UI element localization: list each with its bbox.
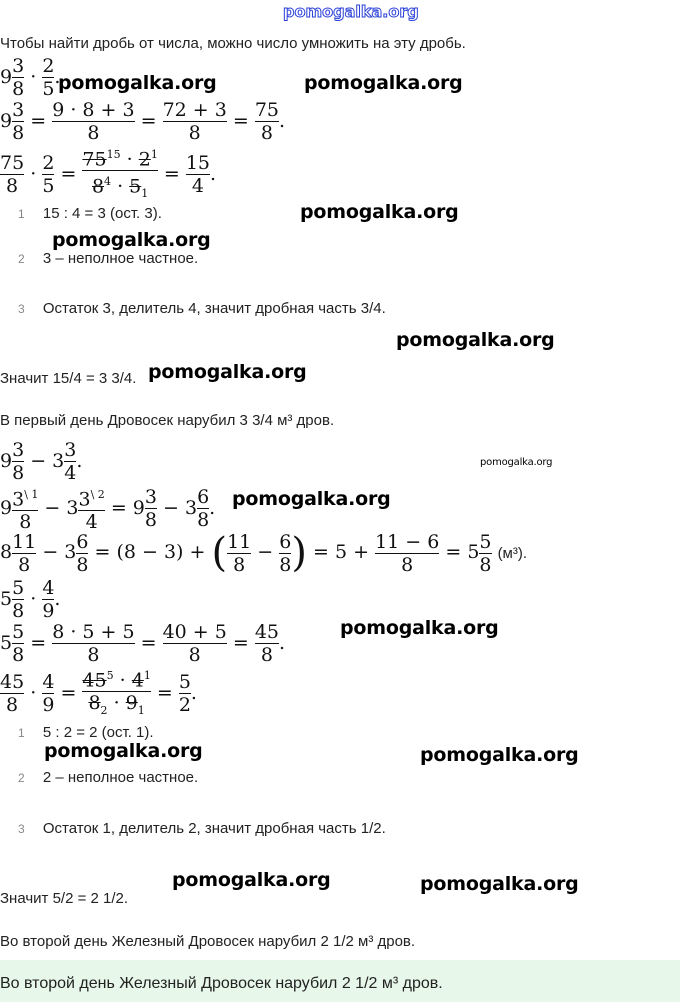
p2-conclusion: Значит 5/2 = 2 1/2. [0,890,129,907]
step-text: 3 – неполное частное. [42,250,199,267]
watermark: pomogalka.org [172,869,331,891]
step-number: 3 [18,822,25,836]
p2-expr3: 8 $\frac{11}{8}$ − 3 $\frac{6}{8}$ = (8 − 3) + ( $\frac{11}{8}$ − $\frac{6}{8}$ ) = 5 + $\frac{11 - 6}{8}$ = 5 $\frac{5}{8}$ (м³). [0,530,528,576]
step-text: Остаток 3, делитель 4, значит дробная часть 3/4. [42,300,386,317]
watermark: pomogalka.org [232,488,391,510]
top-watermark: pomogalka.org [283,2,419,21]
watermark: pomogalka.org [480,457,553,468]
watermark: pomogalka.org [420,873,579,895]
step-number: 3 [18,302,25,316]
step-number: 2 [18,771,25,785]
watermark: pomogalka.org [52,229,211,251]
step-number: 1 [18,207,25,221]
p1-expr1: 9 $\frac{3}{8}$ · $\frac{2}{5}$ . [0,55,61,100]
p2-step-1 [18,724,154,741]
watermark: pomogalka.org [148,361,307,383]
p1-step-2 [18,250,198,267]
watermark: pomogalka.org [44,740,203,762]
step-text: 5 : 2 = 2 (ост. 1). [42,724,154,741]
watermark: pomogalka.org [420,744,579,766]
p2-expr6: $\frac{45}{8}$ · $\frac{4}{9}$ = $\frac{45^5 \cdot 4^1}{8_2 \cdot 9_1}$ = $\frac{5}{2}$ . [0,669,197,718]
p2-expr5: 5 $\frac{5}{8}$ = $\frac{8 \cdot 5 + 5}{8}$ = $\frac{40 + 5}{8}$ = $\frac{45}{8}$ . [0,621,286,666]
p2-expr2: 9 $\frac{3^{\backslash 1}}{8}$ − 3 $\frac{3^{\backslash 2}}{4}$ = 9 $\frac{3}{8}$ − 3 $\frac{6}{8}$ . [0,486,216,534]
p1-step-1 [18,205,162,222]
p1-expr2: 9 $\frac{3}{8}$ = $\frac{9 \cdot 8 + 3}{8}$ = $\frac{72 + 3}{8}$ = $\frac{75}{8}$ . [0,99,286,144]
p1-step-3 [18,300,386,317]
intro-text: Чтобы найти дробь от числа, можно число умножить на эту дробь. [0,35,466,52]
answer-text: Во второй день Железный Дровосек нарубил 2 1/2 м³ дров. [0,975,443,992]
watermark: pomogalka.org [58,72,217,94]
p1-conclusion: Значит 15/4 = 3 3/4. [0,370,137,387]
watermark: pomogalka.org [304,72,463,94]
step-number: 2 [18,252,25,266]
step-text: Остаток 1, делитель 2, значит дробная часть 1/2. [42,820,386,837]
watermark: pomogalka.org [340,617,499,639]
step-text: 15 : 4 = 3 (ост. 3). [42,205,162,222]
p2-step-3 [18,820,386,837]
step-number: 1 [18,726,25,740]
p1-day1: В первый день Дровосек нарубил 3 3/4 м³ дров. [0,412,335,429]
p2-expr4: 5 $\frac{5}{8}$ · $\frac{4}{9}$ . [0,577,61,622]
watermark: pomogalka.org [396,329,555,351]
step-text: 2 – неполное частное. [42,769,199,786]
p2-expr1: 9 $\frac{3}{8}$ − 3 $\frac{3}{4}$ . [0,439,83,484]
p2-day2: Во второй день Железный Дровосек нарубил 2 1/2 м³ дров. [0,933,416,950]
watermark: pomogalka.org [300,201,459,223]
p1-expr3: $\frac{75}{8}$ · $\frac{2}{5}$ = $\frac{75^{15} \cdot 2^1}{8^4 \cdot 5_1}$ = $\frac{15}{4}$ . [0,148,217,201]
p2-step-2 [18,769,198,786]
